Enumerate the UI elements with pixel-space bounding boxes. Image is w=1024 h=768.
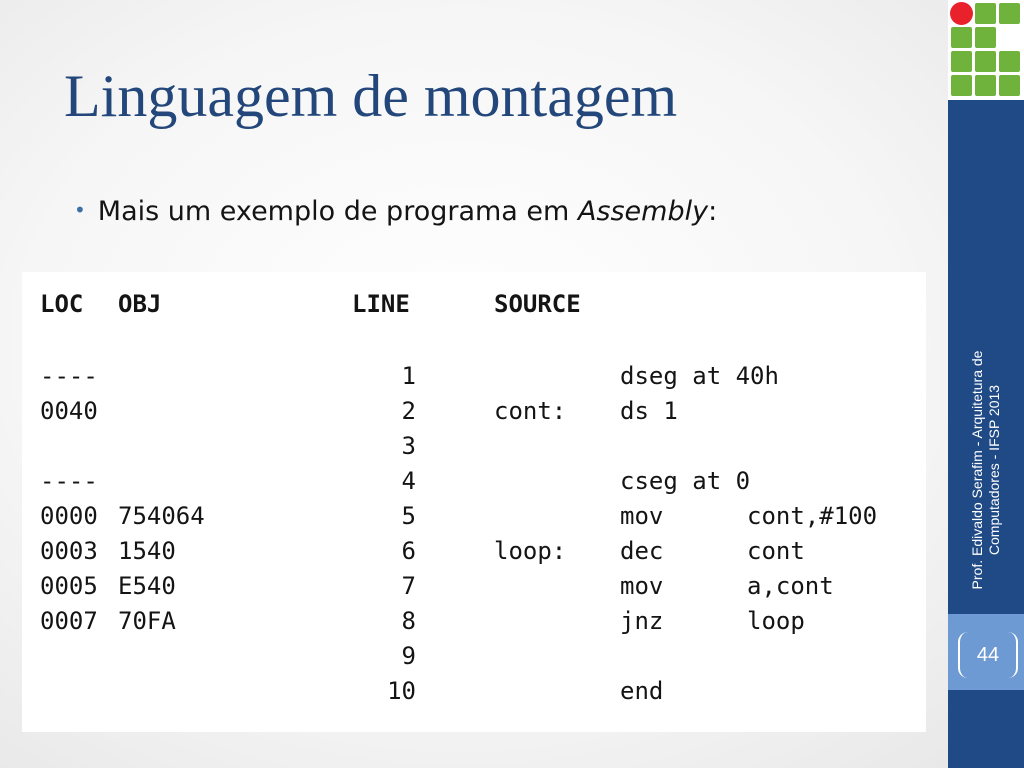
logo-red-dot xyxy=(950,2,973,25)
header-obj: OBJ xyxy=(118,290,162,318)
header-source: SOURCE xyxy=(494,290,581,318)
listing-row xyxy=(22,432,926,466)
listing-row xyxy=(22,467,926,501)
row-line-number: 4 xyxy=(401,467,416,495)
row-line-number: 2 xyxy=(401,397,416,425)
slide-title: Linguagem de montagem xyxy=(64,63,678,129)
bullet-suffix: : xyxy=(708,196,718,227)
row-instruction: dseg at 40h xyxy=(620,362,779,390)
row-label: loop: xyxy=(494,537,567,565)
listing-row xyxy=(22,502,926,536)
footer-text: Prof. Edivaldo Serafim - Arquitetura de Computadores - IFSP 2013 xyxy=(969,350,1002,590)
row-instruction: end xyxy=(620,677,664,705)
row-obj: 70FA xyxy=(118,607,176,635)
row-loc: ---- xyxy=(40,467,98,495)
row-line-number: 10 xyxy=(387,677,416,705)
row-line-number: 3 xyxy=(401,432,416,460)
row-loc: 0040 xyxy=(40,397,98,425)
row-instruction: mov xyxy=(620,502,664,530)
row-instruction: jnz xyxy=(620,607,664,635)
row-line-number: 9 xyxy=(401,642,416,670)
row-line-number: 7 xyxy=(401,572,416,600)
bullet-italic-text: Assembly xyxy=(577,196,709,227)
row-line-number: 8 xyxy=(401,607,416,635)
row-loc: 0000 xyxy=(40,502,98,530)
row-line-number: 5 xyxy=(401,502,416,530)
row-instruction: ds 1 xyxy=(620,397,678,425)
row-loc: 0003 xyxy=(40,537,98,565)
listing-row xyxy=(22,677,926,711)
bullet-dot-icon: • xyxy=(74,198,86,222)
listing-row xyxy=(22,572,926,606)
row-operand: cont xyxy=(747,537,805,565)
header-line: LINE xyxy=(352,290,410,318)
listing-row xyxy=(22,537,926,571)
code-listing xyxy=(22,272,926,732)
header-loc: LOC xyxy=(40,290,84,318)
row-loc: 0007 xyxy=(40,607,98,635)
row-loc: ---- xyxy=(40,362,98,390)
listing-row xyxy=(22,397,926,431)
row-operand: cont,#100 xyxy=(747,502,878,530)
bullet-item xyxy=(74,196,717,227)
row-loc: 0005 xyxy=(40,572,98,600)
row-line-number: 1 xyxy=(401,362,416,390)
row-operand: loop xyxy=(747,607,805,635)
row-label: cont: xyxy=(494,397,567,425)
bullet-text: Mais um exemplo de programa em xyxy=(97,196,578,227)
ifsp-logo-icon xyxy=(948,0,1024,100)
listing-row xyxy=(22,642,926,676)
row-operand: a,cont xyxy=(747,572,834,600)
row-obj: E540 xyxy=(118,572,176,600)
listing-row xyxy=(22,362,926,396)
row-obj: 754064 xyxy=(118,502,205,530)
row-instruction: mov xyxy=(620,572,664,600)
listing-header-row xyxy=(22,290,926,324)
row-instruction: cseg at 0 xyxy=(620,467,751,495)
row-line-number: 6 xyxy=(401,537,416,565)
page-number: 44 xyxy=(958,632,1018,678)
row-instruction: dec xyxy=(620,537,664,565)
listing-row xyxy=(22,607,926,641)
row-obj: 1540 xyxy=(118,537,176,565)
